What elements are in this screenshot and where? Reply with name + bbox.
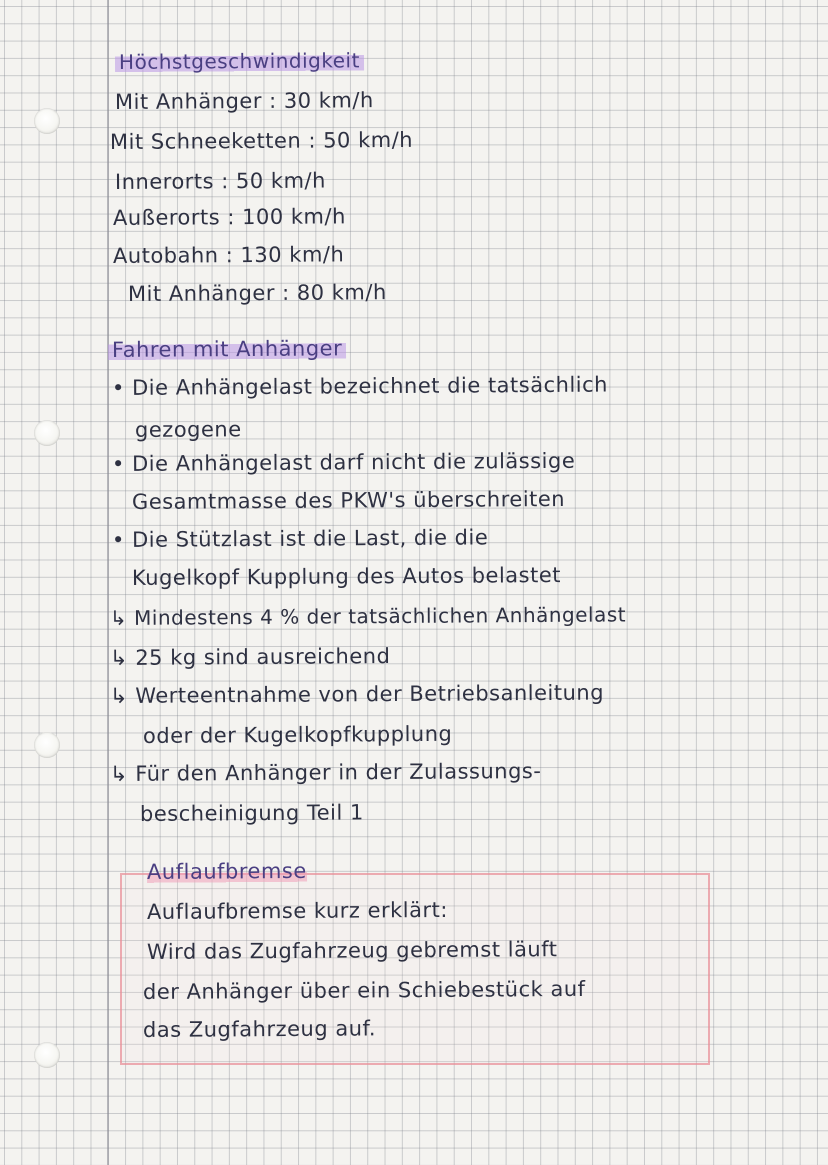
punch-hole: [34, 732, 60, 758]
margin-line: [107, 0, 109, 1165]
trailer-line: ↳ 25 kg sind ausreichend: [109, 644, 391, 670]
brake-title: Auflaufbremse: [146, 858, 307, 884]
trailer-line: gezogene: [134, 417, 242, 442]
speed-line: Innerorts : 50 km/h: [114, 168, 326, 194]
brake-line: der Anhänger über ein Schiebestück auf: [142, 976, 586, 1004]
speed-line: Außerorts : 100 km/h: [112, 204, 346, 230]
trailer-heading: Fahren mit Anhänger: [108, 336, 346, 362]
trailer-line: • Die Stützlast ist die Last, die die: [111, 525, 489, 552]
brake-line: Wird das Zugfahrzeug gebremst läuft: [146, 937, 558, 964]
brake-line: Auflaufbremse kurz erklärt:: [146, 897, 448, 924]
punch-hole: [34, 420, 60, 446]
speed-line: Autobahn : 130 km/h: [112, 242, 345, 268]
trailer-line: Gesamtmasse des PKW's überschreiten: [131, 486, 566, 514]
trailer-line: Kugelkopf Kupplung des Autos belastet: [131, 563, 562, 590]
speed-line: Mit Schneeketten : 50 km/h: [109, 127, 414, 154]
trailer-line: oder der Kugelkopfkupplung: [142, 721, 453, 748]
brake-line: das Zugfahrzeug auf.: [142, 1016, 377, 1042]
trailer-line: ↳ Für den Anhänger in der Zulassungs-: [109, 758, 542, 786]
trailer-line: • Die Anhängelast darf nicht die zulässige: [111, 448, 576, 476]
speed-line: Mit Anhänger : 30 km/h: [114, 88, 374, 114]
punch-hole: [34, 108, 60, 134]
trailer-line: bescheinigung Teil 1: [139, 800, 364, 826]
trailer-line: ↳ Werteentnahme von der Betriebsanleitung: [109, 680, 605, 708]
speed-heading: Höchstgeschwindigkeit: [115, 48, 364, 74]
trailer-line: ↳ Mindestens 4 % der tatsächlichen Anhängelast: [109, 602, 627, 630]
trailer-line: • Die Anhängelast bezeichnet die tatsächlich: [111, 372, 609, 400]
speed-line: Mit Anhänger : 80 km/h: [127, 280, 387, 306]
punch-hole: [34, 1042, 60, 1068]
